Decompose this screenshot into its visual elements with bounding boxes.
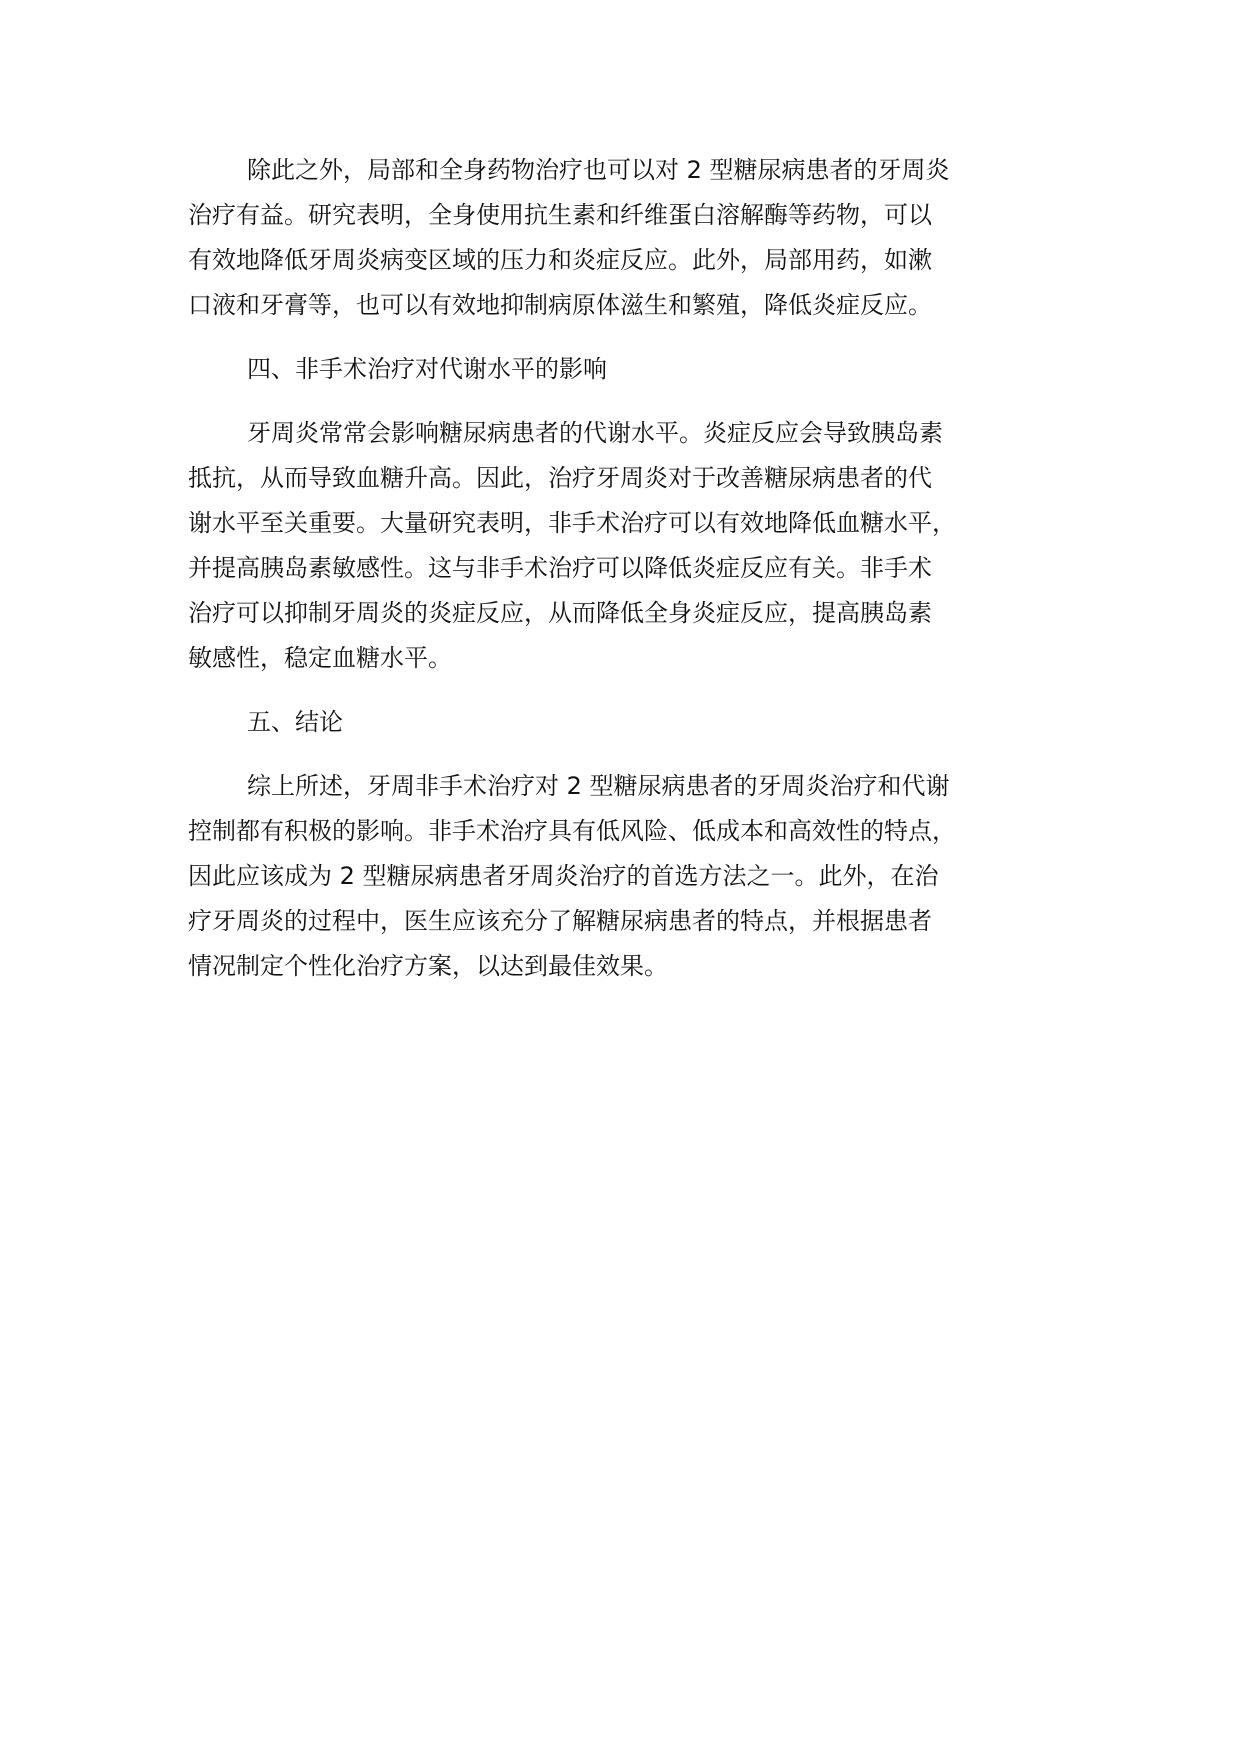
paragraph-line: 综上所述，牙周非手术治疗对 2 型糖尿病患者的牙周炎治疗和代谢 (247, 772, 950, 800)
paragraph-line: 因此应该成为 2 型糖尿病患者牙周炎治疗的首选方法之一。此外，在治 (188, 862, 939, 890)
paragraph-conclusion (188, 764, 1088, 989)
paragraph-line: 谢水平至关重要。大量研究表明，非手术治疗可以有效地降低血糖水平， (188, 509, 956, 537)
paragraph-line: 治疗可以抑制牙周炎的炎症反应，从而降低全身炎症反应，提高胰岛素 (188, 599, 932, 627)
section-heading-metabolism (188, 347, 1088, 392)
paragraph-line: 控制都有积极的影响。非手术治疗具有低风险、低成本和高效性的特点， (188, 817, 956, 845)
paragraph-line: 牙周炎常常会影响糖尿病患者的代谢水平。炎症反应会导致胰岛素 (247, 419, 943, 447)
paragraph-line: 敏感性，稳定血糖水平。 (188, 644, 452, 672)
paragraph-line: 除此之外，局部和全身药物治疗也可以对 2 型糖尿病患者的牙周炎 (247, 156, 950, 184)
paragraph-drug-therapy (188, 148, 1088, 328)
paragraph-line: 疗牙周炎的过程中，医生应该充分了解糖尿病患者的特点，并根据患者 (188, 907, 932, 935)
document-body (188, 148, 1088, 1008)
paragraph-line: 有效地降低牙周炎病变区域的压力和炎症反应。此外，局部用药，如漱 (188, 246, 932, 274)
paragraph-metabolism (188, 411, 1088, 681)
section-heading-conclusion (188, 700, 1088, 745)
paragraph-line: 并提高胰岛素敏感性。这与非手术治疗可以降低炎症反应有关。非手术 (188, 554, 932, 582)
section-heading-text: 五、结论 (247, 708, 343, 736)
paragraph-line: 情况制定个性化治疗方案，以达到最佳效果。 (188, 952, 668, 980)
paragraph-line: 治疗有益。研究表明，全身使用抗生素和纤维蛋白溶解酶等药物，可以 (188, 201, 932, 229)
section-heading-text: 四、非手术治疗对代谢水平的影响 (247, 355, 607, 383)
paragraph-line: 抵抗，从而导致血糖升高。因此，治疗牙周炎对于改善糖尿病患者的代 (188, 464, 932, 492)
paragraph-line: 口液和牙膏等，也可以有效地抑制病原体滋生和繁殖，降低炎症反应。 (188, 291, 932, 319)
